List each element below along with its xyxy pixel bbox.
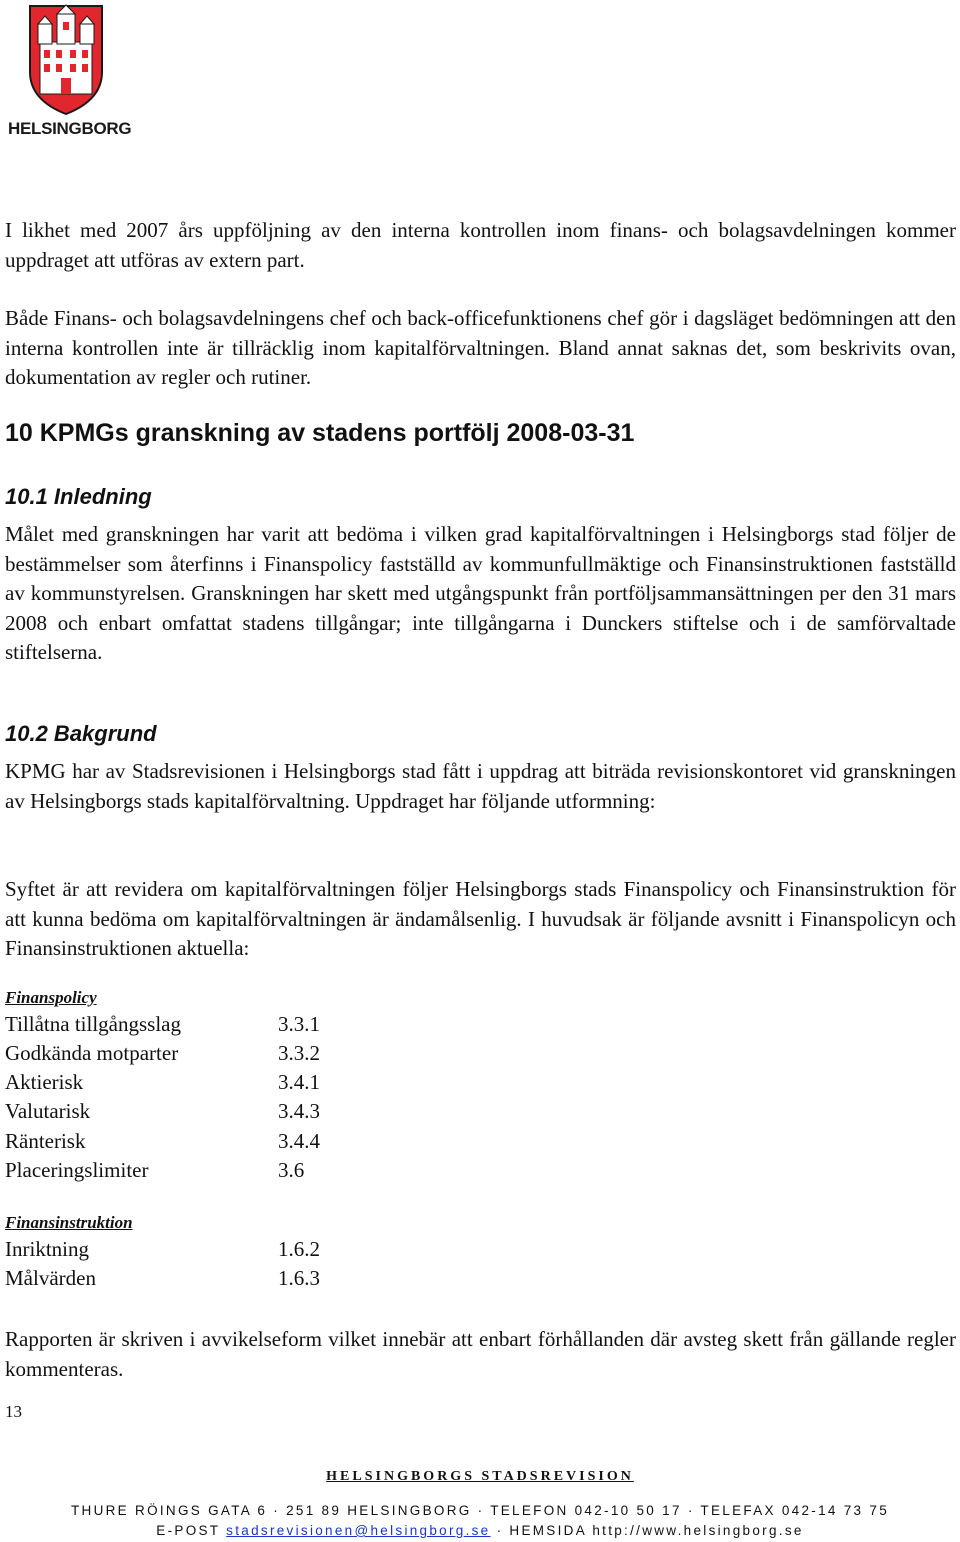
footer-address: THURE RÖINGS GATA 6 · 251 89 HELSINGBORG · TELEFON 042-10 50 17 · TELEFAX 042-14 73 75 (70, 1503, 890, 1518)
paragraph-inledning: Målet med granskningen har varit att bedöma i vilken grad kapitalförvaltningen i Helsingborgs stad följer de bestämmelser som återfinns i Finanspolicy fastställd av kommunfullmäktige och Finansinstruktionen fastställd av kommunstyrelsen. Granskningen har skett med utgångspunkt från portföljsammansättningen per den 31 mars 2008 och enbart omfattat stadens tillgångar; inte tillgångarna i Dunckers stiftelse och i de samförvaltade stiftelserna. (5, 522, 956, 664)
logo-wordmark: HELSINGBORG (8, 119, 132, 138)
section-heading: 10 KPMGs granskning av stadens portfölj 2008-03-31 (5, 419, 635, 447)
subsection-heading-bakgrund: 10.2 Bakgrund (5, 721, 157, 746)
list-item (5, 1158, 405, 1187)
list-item-label: Placeringslimiter (5, 1158, 149, 1182)
list-item-label: Valutarisk (5, 1099, 91, 1123)
list-item-ref: 3.4.1 (278, 1070, 320, 1094)
list-item-label: Ränterisk (5, 1129, 86, 1153)
footer-website-label: · HEMSIDA (496, 1523, 587, 1538)
paragraph-bakgrund-2: Syftet är att revidera om kapitalförvaltningen följer Helsingborgs stads Finanspolicy och Finansinstruktion för att kunna bedöma om kapitalförvaltningen är ändamålsenlig. I huvudsak är följande avsnitt i Finanspolicyn och Finansinstruktionen aktuella: (5, 877, 956, 960)
paragraph-assessment: Både Finans- och bolagsavdelningens chef och back-officefunktionens chef gör i dagsläget bedömningen att den interna kontrollen inte är tillräcklig inom kapitalförvaltningen. Bland annat saknas det, som beskrivits ovan, dokumentation av regler och rutiner. (5, 306, 956, 389)
list-item-ref: 3.3.1 (278, 1012, 320, 1036)
list-item-label: Målvärden (5, 1266, 96, 1290)
list-item-ref: 3.4.3 (278, 1099, 320, 1123)
page-number: 13 (5, 1402, 22, 1421)
list-item-label: Aktierisk (5, 1070, 84, 1094)
list-item (5, 1099, 405, 1128)
list-item-ref: 3.4.4 (278, 1129, 320, 1153)
footer-title: HELSINGBORGS STADSREVISION (326, 1469, 634, 1484)
finanspolicy-title: Finanspolicy (5, 988, 97, 1007)
list-item (5, 1070, 405, 1099)
list-item-ref: 1.6.2 (278, 1237, 320, 1261)
list-item (5, 1041, 405, 1070)
list-item (5, 1266, 405, 1295)
list-item-ref: 3.6 (278, 1158, 305, 1182)
paragraph-closing: Rapporten är skriven i avvikelseform vilket innebär att enbart förhållanden där avsteg skett från gällande regler kommenteras. (5, 1327, 956, 1381)
helsingborg-crest-icon (26, 2, 106, 118)
list-item-ref: 3.3.2 (278, 1041, 320, 1065)
subsection-heading-inledning: 10.1 Inledning (5, 484, 152, 509)
footer-email-label: E-POST (156, 1523, 221, 1538)
paragraph-bakgrund-1: KPMG har av Stadsrevisionen i Helsingborgs stad fått i uppdrag att biträda revisionskontoret vid granskningen av Helsingborgs stads kapitalförvaltning. Uppdraget har följande utformning: (5, 759, 956, 813)
list-item-label: Inriktning (5, 1237, 89, 1261)
footer-email-link[interactable]: stadsrevisionen@helsingborg.se (226, 1523, 491, 1538)
footer-website[interactable]: http://www.helsingborg.se (592, 1523, 804, 1538)
list-item (5, 1237, 405, 1266)
list-item-label: Godkända motparter (5, 1041, 179, 1065)
paragraph-intro: I likhet med 2007 års uppföljning av den interna kontrollen inom finans- och bolagsavdelningen kommer uppdraget att utföras av extern part. (5, 218, 956, 272)
list-item (5, 1012, 405, 1041)
list-item-ref: 1.6.3 (278, 1266, 320, 1290)
footer-contact (0, 1523, 960, 1538)
city-logo (4, 2, 132, 138)
list-item (5, 1129, 405, 1158)
list-item-label: Tillåtna tillgångsslag (5, 1012, 181, 1036)
finansinstruktion-title: Finansinstruktion (5, 1213, 133, 1232)
